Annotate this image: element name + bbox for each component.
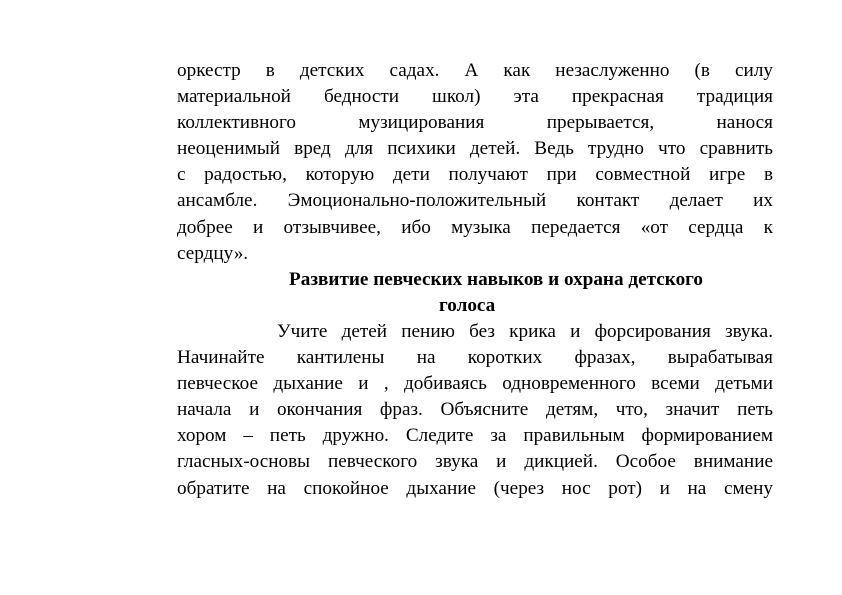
- text-line: гласных-основы певческого звука и дикцией. Особое внимание: [177, 451, 773, 473]
- text-line: материальной бедности школ) эта прекрасная традиция: [177, 86, 773, 108]
- text-line: ансамбле. Эмоционально-положительный контакт делает их: [177, 190, 773, 212]
- text-line: обратите на спокойное дыхание (через нос рот) и на смену: [177, 477, 773, 499]
- section-heading: [177, 267, 773, 319]
- paragraph-intro: [177, 58, 773, 267]
- text-line: с радостью, которую дети получают при совместной игре в: [177, 164, 773, 186]
- text-line: Начинайте кантилены на коротких фразах, вырабатывая: [177, 347, 773, 369]
- text-line: Учите детей пению без крика и форсирования звука.: [277, 320, 773, 342]
- document-page: [177, 58, 773, 502]
- heading-line: голоса: [439, 294, 496, 316]
- text-line: добрее и отзывчивее, ибо музыка передается «от сердца к: [177, 216, 773, 238]
- text-line: неоценимый вред для психики детей. Ведь трудно что сравнить: [177, 138, 773, 160]
- text-line: оркестр в детских садах. А как незаслуженно (в силу: [177, 60, 773, 81]
- text-line: начала и окончания фраз. Объясните детям, что, значит петь: [177, 399, 773, 421]
- text-line: певческое дыхание и , добиваясь одновременного всеми детьми: [177, 373, 773, 395]
- text-line: сердцу».: [177, 242, 249, 264]
- text-line: коллективного музицирования прерывается, нанося: [177, 112, 773, 134]
- heading-line: Развитие певческих навыков и охрана детского: [289, 268, 703, 290]
- text-line: хором – петь дружно. Следите за правильным формированием: [177, 425, 773, 447]
- paragraph-singing: [177, 319, 773, 502]
